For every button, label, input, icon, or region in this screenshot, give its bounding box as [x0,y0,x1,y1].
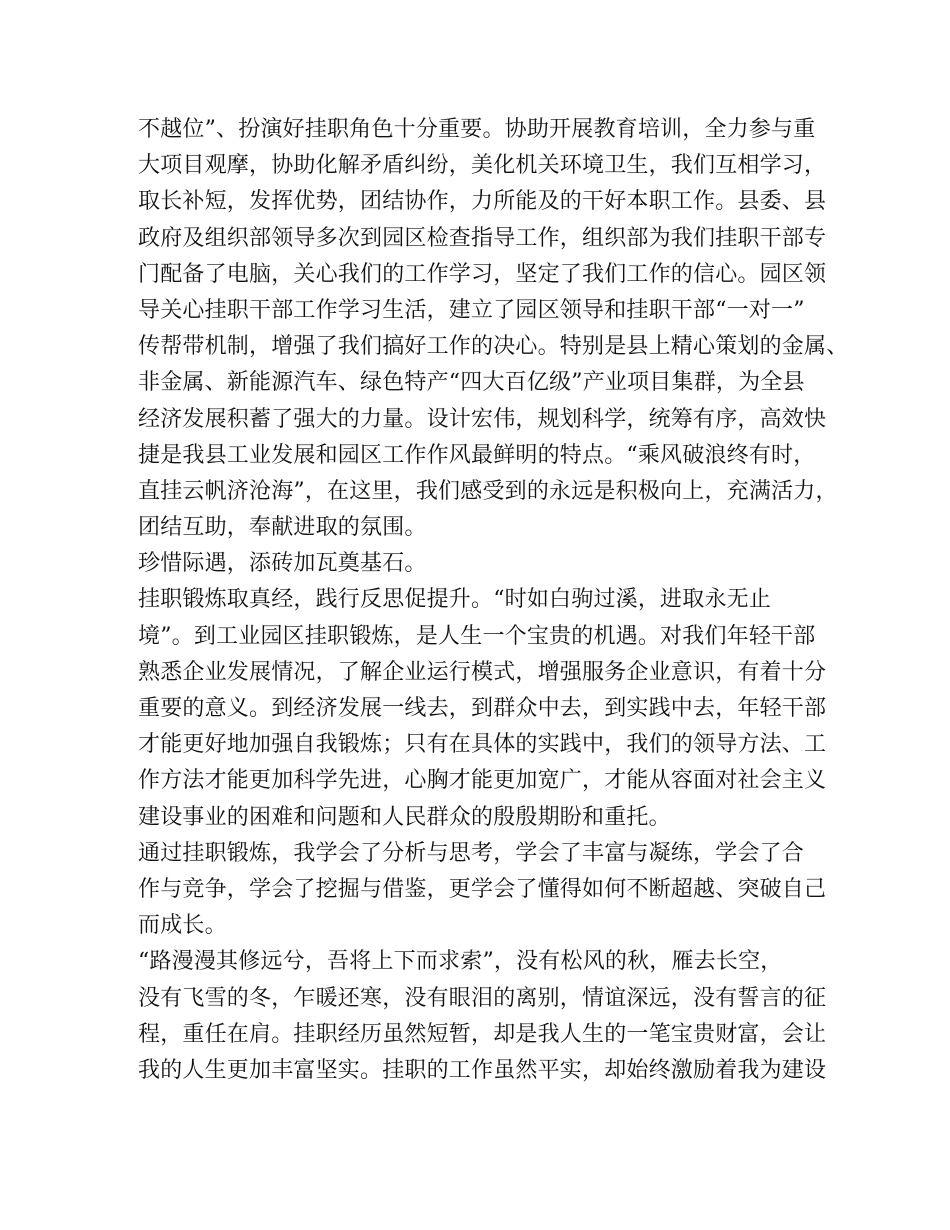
text-line: 团结互助，奉献进取的氛围。 [138,515,427,541]
text-line: 作与竞争，学会了挖掘与借鉴，更学会了懂得如何不断超越、突破自己 [138,876,827,902]
text-line: 重要的意义。到经济发展一线去，到群众中去，到实践中去，年轻干部 [138,696,827,721]
text-line: 大项目观摩，协助化解矛盾纠纷，美化机关环境卫生，我们互相学习， [138,153,827,179]
text-line: 导关心挂职干部工作学习生活，建立了园区领导和挂职干部“一对一” [138,297,805,323]
text-line: 而成长。 [138,913,227,939]
text-line: 门配备了电脑，关心我们的工作学习，坚定了我们工作的信心。园区领 [138,261,827,287]
text-line: 才能更好地加强自我锻炼；只有在具体的实践中，我们的领导方法、工 [138,732,827,758]
text-line: 我的人生更加丰富坚实。挂职的工作虽然平实，却始终激励着我为建设 [138,1057,827,1083]
section-heading: 珍惜际遇，添砖加瓦奠基石。 [138,551,427,577]
text-line: 传帮带机制，增强了我们搞好工作的决心。特别是县上精心策划的金属、 [138,334,849,360]
text-line: 经济发展积蓄了强大的力量。设计宏伟，规划科学，统筹有序，高效快 [138,406,827,432]
text-line: 非金属、新能源汽车、绿色特产“四大百亿级”产业项目集群，为全县 [138,370,805,396]
text-line: 直挂云帆济沧海”，在这里，我们感受到的永远是积极向上，充满活力， [138,478,838,504]
text-line: 取长补短，发挥优势，团结协作，力所能及的干好本职工作。县委、县 [138,189,827,215]
text-line: 境”。到工业园区挂职锻炼，是人生一个宝贵的机遇。对我们年轻干部 [138,623,816,649]
text-line: 捷是我县工业发展和园区工作作风最鲜明的特点。“乘风破浪终有时， [138,442,816,468]
text-line: 作方法才能更加科学先进，心胸才能更加宽广，才能从容面对社会主义 [138,768,827,794]
text-line: 不越位”、扮演好挂职角色十分重要。协助开展教育培训，全力参与重 [138,117,816,142]
text-line: 政府及组织部领导多次到园区检查指导工作，组织部为我们挂职干部专 [138,225,827,251]
text-line: 挂职锻炼取真经，践行反思促提升。“时如白驹过溪，进取永无止 [138,587,772,613]
text-line: 熟悉企业发展情况，了解企业运行模式，增强服务企业意识，有着十分 [138,659,827,685]
text-line: 建设事业的困难和问题和人民群众的殷殷期盼和重托。 [138,804,671,830]
text-line: “路漫漫其修远兮，吾将上下而求索”，没有松风的秋，雁去长空， [138,949,783,975]
text-line: 没有飞雪的冬，乍暖还寒，没有眼泪的离别，情谊深远，没有誓言的征 [138,985,827,1011]
document-body [138,112,849,1089]
text-line: 通过挂职锻炼，我学会了分析与思考，学会了丰富与凝练，学会了合 [138,840,805,866]
text-line: 程，重任在肩。挂职经历虽然短暂，却是我人生的一笔宝贵财富，会让 [138,1021,827,1047]
